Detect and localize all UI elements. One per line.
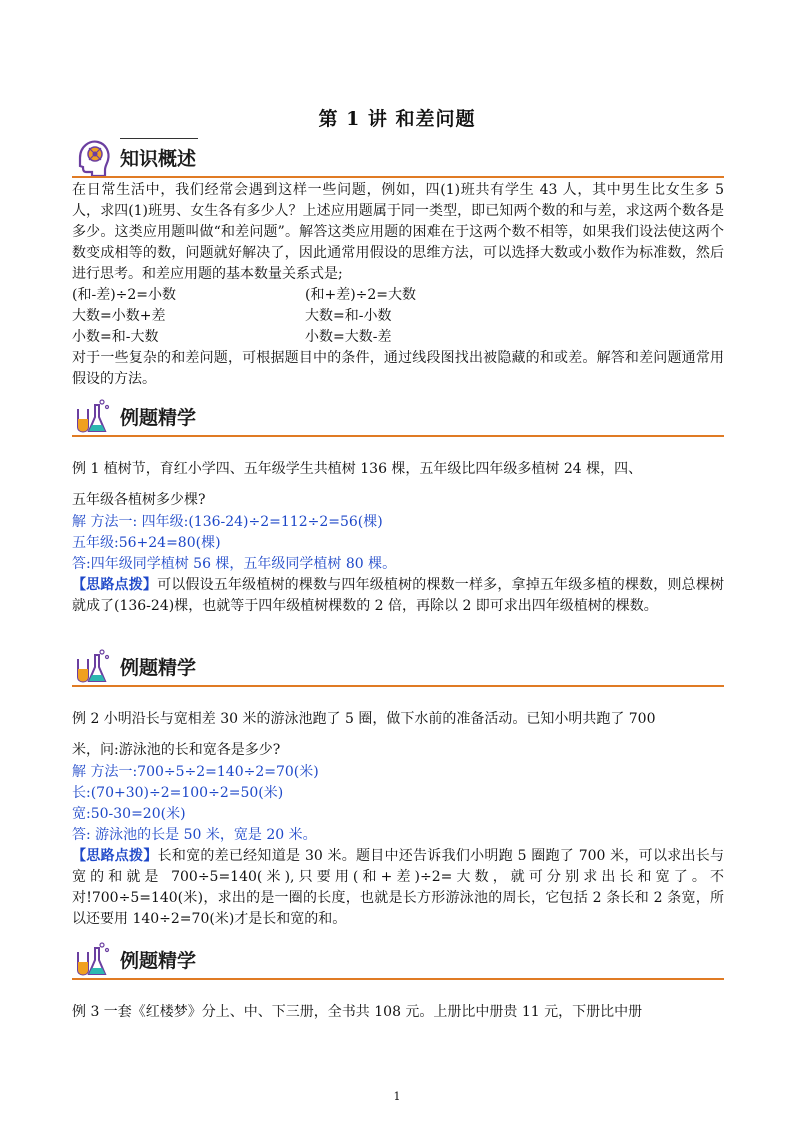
flask-icon xyxy=(72,395,114,437)
section-heading: 例题精学 xyxy=(120,950,197,972)
answer-line: 答:四年级同学植树 56 棵，五年级同学植树 80 棵。 xyxy=(72,556,397,572)
section-divider xyxy=(72,685,724,687)
flask-icon xyxy=(72,938,114,980)
section-divider xyxy=(72,978,724,980)
formula: 小数=大数-差 xyxy=(305,329,392,345)
solution-line: 长:(70+30)÷2=100÷2=50(米) xyxy=(72,785,284,801)
page-title: 第 1 讲 和差问题 xyxy=(318,108,476,130)
section-divider xyxy=(72,176,724,178)
section-header-example-1 xyxy=(72,395,724,437)
section-header-example-2 xyxy=(72,645,724,687)
solution-line: 五年级:56+24=80(棵) xyxy=(72,535,221,551)
formula: (和-差)÷2=小数 xyxy=(72,287,177,303)
section-header-example-3 xyxy=(72,938,724,980)
example-question: 例 3 一套《红楼梦》分上、中、下三册，全书共 108 元。上册比中册贵 11 元，下册比中册 xyxy=(72,1004,643,1020)
solution-line: 解 方法一:700÷5÷2=140÷2=70(米) xyxy=(72,764,319,780)
example-question: 五年级各植树多少棵? xyxy=(72,492,206,508)
example-question: 米，问:游泳池的长和宽各是多少? xyxy=(72,742,281,758)
overview-paragraph: 在日常生活中，我们经常会遇到这样一些问题，例如，四(1)班共有学生 43 人，其中男生比女生多 5 人，求四(1)班男、女生各有多少人？上述应用题属于同一类型，即已知两个数的和与差，求这两个数各是多少。这类应用题叫做“和差问题”。解答这类应用题的困难在于这两个数不相等，如果我们设法使这两个数变成相等的数，问题就好解决了，因此通常用假设的思维方法，可以选择大数或小数作为标准数，然后进行思考。和差应用题的基本数量关系式是; xyxy=(72,182,724,282)
hint-label: 【思路点拨】 xyxy=(72,848,158,864)
solution-line: 解 方法一: 四年级:(136-24)÷2=112÷2=56(棵) xyxy=(72,514,383,530)
formula: 大数=小数+差 xyxy=(72,308,166,324)
section-header-overview xyxy=(72,136,724,178)
page-number: 1 xyxy=(393,1090,401,1103)
hint-text: 长和宽的差已经知道是 30 米。题目中还告诉我们小明跑 5 圈跑了 700 米，可以求出长与宽的和就是 700÷5=140(米),只要用(和+差)÷2=大数，就可分别求出长和宽了。不对!700÷5=140(米)，求出的是一圈的长度，也就是长方形游泳池的周长，它包括 2 条长和 2 条宽，所以还要用 140÷2=70(米)才是长和宽的和。 xyxy=(72,848,725,927)
hint-label: 【思路点拨】 xyxy=(72,577,158,593)
formula: (和+差)÷2=大数 xyxy=(305,287,417,303)
brain-head-icon xyxy=(72,136,114,178)
flask-icon xyxy=(72,645,114,687)
example-question: 例 2 小明沿长与宽相差 30 米的游泳池跑了 5 圈，做下水前的准备活动。已知小明共跑了 700 xyxy=(72,711,656,727)
solution-line: 宽:50-30=20(米) xyxy=(72,806,186,822)
answer-line: 答: 游泳池的长是 50 米，宽是 20 米。 xyxy=(72,827,317,843)
section-heading: 例题精学 xyxy=(120,657,197,679)
hint-paragraph xyxy=(72,846,724,930)
hint-paragraph xyxy=(72,575,724,617)
hint-text: 可以假设五年级植树的棵数与四年级植树的棵数一样多，拿掉五年级多植的棵数，则总棵树就成了(136-24)棵，也就等于四年级植树棵数的 2 倍，再除以 2 即可求出四年级植树的棵数。 xyxy=(72,577,725,614)
section-heading: 例题精学 xyxy=(120,407,197,429)
overview-paragraph: 对于一些复杂的和差问题，可根据题目中的条件，通过线段图找出被隐藏的和或差。解答和差问题通常用假设的方法。 xyxy=(72,350,724,387)
formula: 大数=和-小数 xyxy=(305,308,392,324)
example-question: 例 1 植树节，育红小学四、五年级学生共植树 136 棵，五年级比四年级多植树 24 棵，四、 xyxy=(72,461,643,477)
section-divider xyxy=(72,435,724,437)
section-heading: 知识概述 xyxy=(120,148,197,170)
formula: 小数=和-大数 xyxy=(72,329,159,345)
